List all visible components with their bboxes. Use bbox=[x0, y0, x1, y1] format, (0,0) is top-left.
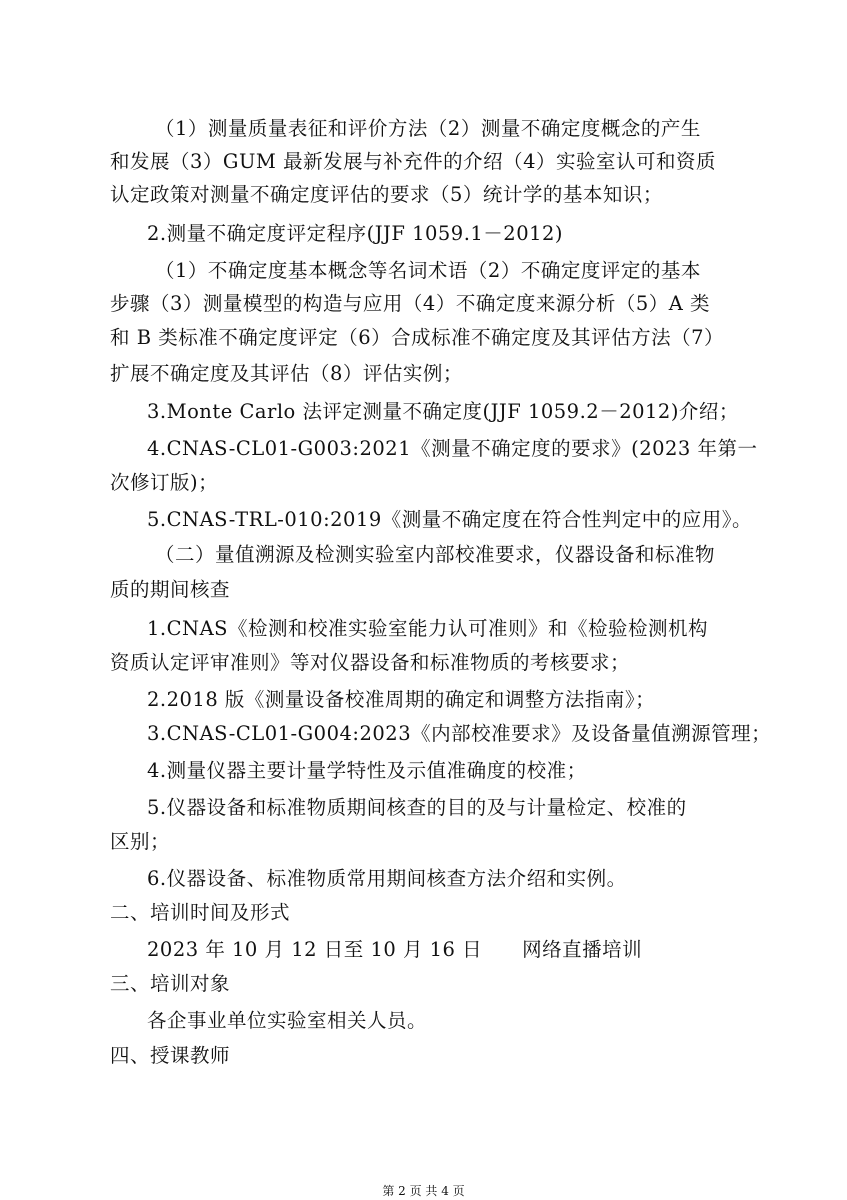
text-line-8: 扩展不确定度及其评估（8）评估实例； bbox=[110, 362, 463, 385]
text-line-21: 区别； bbox=[110, 830, 171, 853]
page-number-footer: 第 2 页 共 4 页 bbox=[382, 1184, 465, 1198]
text-line-10: 4.CNAS-CL01-G003:2021《测量不确定度的要求》(2023 年第一 bbox=[147, 437, 758, 460]
text-line-3: 认定政策对测量不确定度评估的要求（5）统计学的基本知识； bbox=[110, 183, 663, 206]
text-line-11: 次修订版)； bbox=[110, 471, 219, 494]
text-line-6: 步骤（3）测量模型的构造与应用（4）不确定度来源分析（5）A 类 bbox=[110, 292, 711, 315]
text-line-9: 3.Monte Carlo 法评定测量不确定度(JJF 1059.2－2012)介绍； bbox=[147, 400, 739, 423]
text-line-7: 和 B 类标准不确定度评定（6）合成标准不确定度及其评估方法（7） bbox=[110, 326, 725, 349]
text-line-18: 3.CNAS-CL01-G004:2023《内部校准要求》及设备量值溯源管理； bbox=[147, 722, 772, 745]
section-heading-time-format: 二、培训时间及形式 bbox=[110, 901, 291, 924]
text-line-training-date: 2023 年 10 月 12 日至 10 月 16 日 网络直播培训 bbox=[147, 938, 643, 961]
text-line-1: （1）测量质量表征和评价方法（2）测量不确定度概念的产生 bbox=[155, 117, 701, 140]
text-line-16: 资质认定评审准则》等对仪器设备和标准物质的考核要求； bbox=[110, 651, 631, 674]
section-heading-audience: 三、培训对象 bbox=[110, 972, 231, 995]
text-line-14: 质的期间核查 bbox=[110, 578, 231, 601]
text-line-15: 1.CNAS《检测和校准实验室能力认可准则》和《检验检测机构 bbox=[147, 617, 709, 640]
text-line-12: 5.CNAS-TRL-010:2019《测量不确定度在符合性判定中的应用》。 bbox=[147, 508, 753, 531]
text-line-audience: 各企事业单位实验室相关人员。 bbox=[147, 1009, 428, 1032]
text-line-22: 6.仪器设备、标准物质常用期间核查方法介绍和实例。 bbox=[147, 867, 627, 890]
text-line-2: 和发展（3）GUM 最新发展与补充件的介绍（4）实验室认可和资质 bbox=[110, 150, 716, 173]
text-line-19: 4.测量仪器主要计量学特性及示值准确度的校准； bbox=[147, 759, 587, 782]
text-line-17: 2.2018 版《测量设备校准周期的确定和调整方法指南》； bbox=[147, 688, 656, 711]
section-heading-instructors: 四、授课教师 bbox=[110, 1044, 231, 1067]
text-line-5: （1）不确定度基本概念等名词术语（2）不确定度评定的基本 bbox=[155, 259, 701, 282]
text-line-13: （二）量值溯源及检测实验室内部校准要求，仪器设备和标准物 bbox=[155, 543, 716, 566]
text-line-4: 2.测量不确定度评定程序(JJF 1059.1－2012) bbox=[147, 222, 564, 245]
text-line-20: 5.仪器设备和标准物质期间核查的目的及与计量检定、校准的 bbox=[147, 796, 687, 819]
